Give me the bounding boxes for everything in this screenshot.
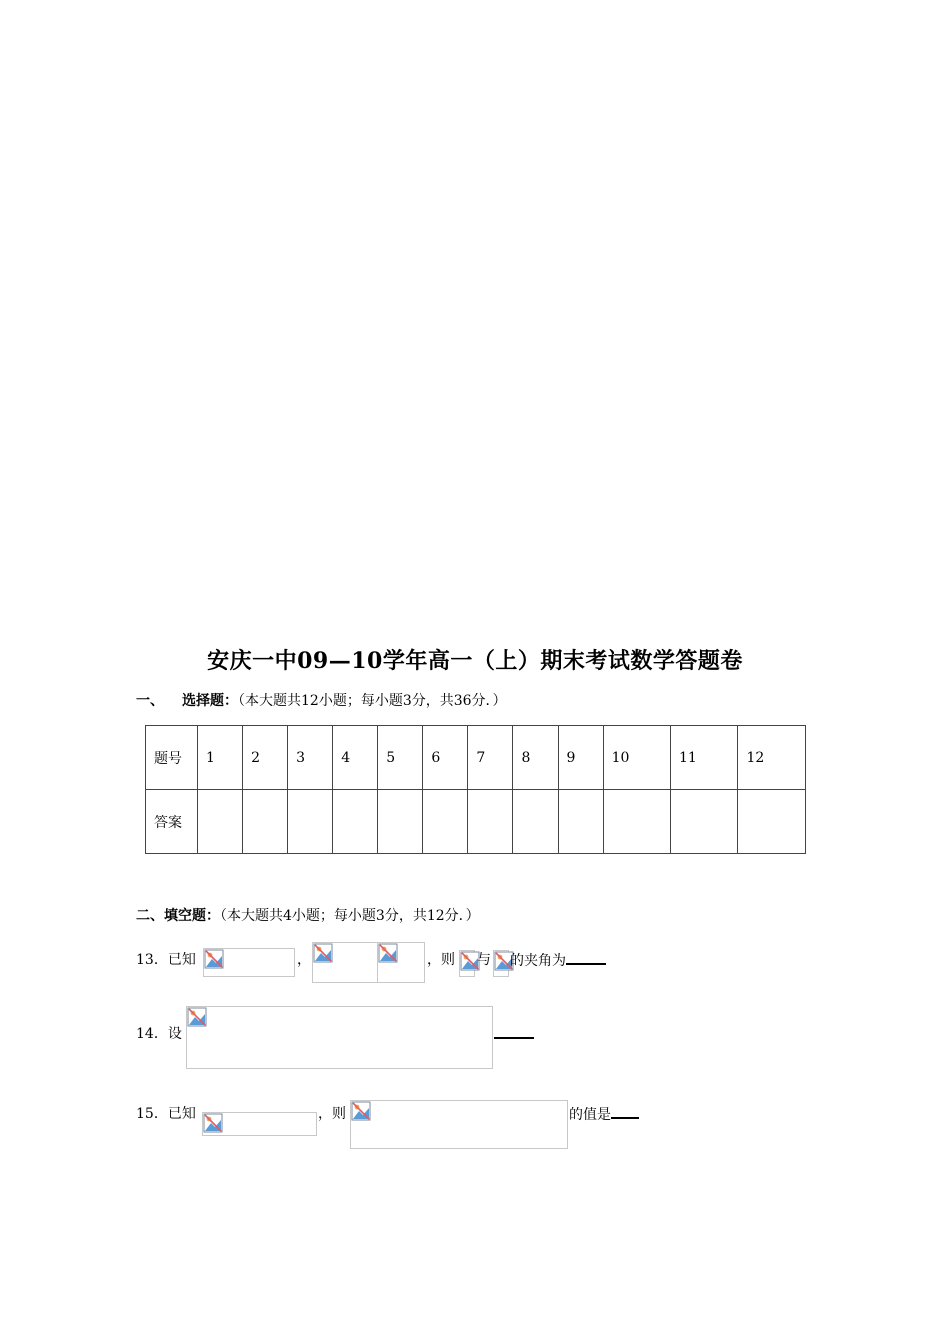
question-number-cell: 4 (333, 726, 378, 790)
question-number: 13． (136, 952, 168, 968)
formula-image (203, 948, 295, 977)
question-number-cell: 7 (468, 726, 513, 790)
question-13-text (510, 949, 606, 970)
answer-cell[interactable] (468, 790, 513, 854)
table-row (146, 726, 806, 790)
question-14 (136, 1023, 182, 1043)
question-14-blank (494, 1023, 534, 1043)
question-text: 已知 (167, 952, 196, 968)
question-number-cell: 3 (288, 726, 333, 790)
section-2-note: （本大题共4小题；每小题3分，共12分．） (220, 908, 480, 924)
section-1-number: 一、 (136, 693, 164, 709)
question-number: 14． (136, 1026, 168, 1042)
question-number-cell: 5 (378, 726, 423, 790)
section-2-heading (136, 905, 480, 925)
answer-cell[interactable] (513, 790, 558, 854)
answer-cell[interactable] (288, 790, 333, 854)
answer-table (145, 725, 806, 854)
section-1-note: （本大题共12小题；每小题3分，共36分．） (238, 693, 507, 709)
question-13-text: 与 (477, 952, 491, 968)
question-number: 15． (136, 1106, 168, 1122)
answer-cell[interactable] (738, 790, 806, 854)
question-number-cell: 2 (243, 726, 288, 790)
answer-cell[interactable] (423, 790, 468, 854)
answer-cell[interactable] (378, 790, 423, 854)
section-1-name: 选择题： (182, 693, 238, 709)
answer-cell[interactable] (671, 790, 738, 854)
question-text: 设 (167, 1026, 182, 1042)
question-15-text (569, 1103, 639, 1124)
formula-image (459, 950, 475, 977)
question-number-cell: 9 (558, 726, 603, 790)
answer-blank[interactable] (494, 1023, 534, 1039)
answer-cell[interactable] (198, 790, 243, 854)
question-number-cell: 10 (603, 726, 670, 790)
question-text: 的值是 (569, 1107, 611, 1123)
section-2-name: 二、填空题： (136, 908, 220, 924)
section-1-heading (136, 690, 507, 710)
answer-label-cell: 答案 (146, 790, 198, 854)
formula-image (350, 1100, 568, 1149)
question-text: 已知 (167, 1106, 196, 1122)
question-13-text: ， (297, 952, 311, 968)
question-number-cell: 6 (423, 726, 468, 790)
question-number-cell: 12 (738, 726, 806, 790)
question-13-text: ，则 (427, 952, 455, 968)
question-number-cell: 1 (198, 726, 243, 790)
page-title: 安庆一中09—10学年高一（上）期末考试数学答题卷 (207, 648, 743, 674)
answer-cell[interactable] (558, 790, 603, 854)
formula-image (377, 942, 425, 983)
formula-image (312, 942, 378, 983)
question-number-cell: 11 (671, 726, 738, 790)
answer-cell[interactable] (333, 790, 378, 854)
table-header-cell: 题号 (146, 726, 198, 790)
answer-blank[interactable] (566, 949, 606, 965)
question-text: 的夹角为 (510, 953, 566, 969)
formula-image (186, 1006, 493, 1069)
question-13 (136, 949, 196, 969)
answer-blank[interactable] (611, 1103, 639, 1119)
table-row (146, 790, 806, 854)
answer-cell[interactable] (603, 790, 670, 854)
question-15-text: ，则 (318, 1106, 346, 1122)
formula-image (202, 1112, 317, 1136)
answer-cell[interactable] (243, 790, 288, 854)
question-number-cell: 8 (513, 726, 558, 790)
question-15 (136, 1103, 196, 1123)
formula-image (493, 950, 509, 977)
